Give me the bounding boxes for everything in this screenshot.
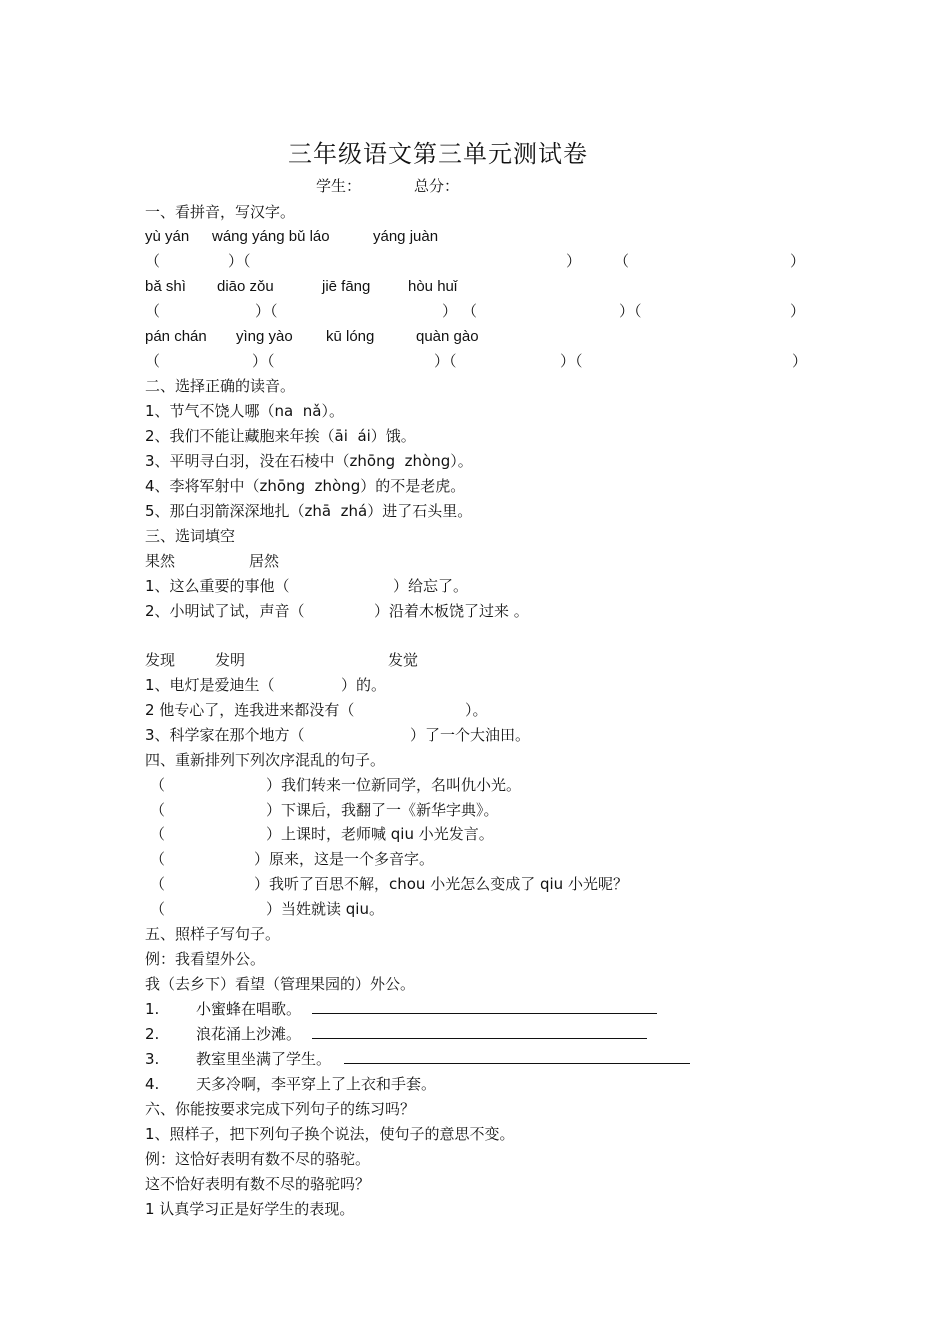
page-title: 三年级语文第三单元测试卷 bbox=[288, 140, 588, 168]
answer-paren: ）（ bbox=[434, 352, 457, 370]
order-sentence: ）我听了百思不解，chou 小光怎么变成了 qiu 小光呢？ bbox=[254, 875, 628, 893]
pinyin-1-1: yù yán bbox=[145, 228, 190, 245]
word-choice: 发觉 bbox=[388, 651, 419, 669]
order-sentence: ）原来，这是一个多音字。 bbox=[254, 850, 435, 868]
pinyin-2-4: hòu huǐ bbox=[408, 278, 458, 295]
fill-item-prefix: 3、科学家在那个地方（ bbox=[145, 726, 305, 744]
fill-item-prefix: 1、这么重要的事他（ bbox=[145, 577, 290, 595]
exercise-item: 1 认真学习正是好学生的表现。 bbox=[145, 1200, 355, 1218]
pinyin-2-2: diāo zǒu bbox=[217, 278, 274, 295]
rewrite-item: 浪花涌上沙滩。 bbox=[196, 1025, 302, 1043]
word-choice: 居然 bbox=[249, 552, 280, 570]
pinyin-1-3: yánɡ juàn bbox=[373, 228, 439, 245]
order-paren: （ bbox=[150, 801, 166, 819]
answer-line[interactable] bbox=[344, 1049, 690, 1064]
answer-paren: （ bbox=[462, 302, 478, 320]
reading-item: 2、我们不能让藏胞来年挨（āi ái）饿。 bbox=[145, 427, 416, 445]
section6-heading: 六、你能按要求完成下列句子的练习吗？ bbox=[145, 1100, 416, 1118]
fill-item-suffix: ）的。 bbox=[341, 676, 387, 694]
order-paren: （ bbox=[150, 850, 166, 868]
answer-paren: ）（ bbox=[252, 352, 275, 370]
order-paren: （ bbox=[150, 825, 166, 843]
reading-item: 3、平明寻白羽，没在石棱中（zhōng zhòng）。 bbox=[145, 452, 473, 470]
fill-item-prefix: 2、小明试了试，声音（ bbox=[145, 602, 305, 620]
pinyin-3-3: kū lónɡ bbox=[326, 328, 375, 345]
score-label: 总分： bbox=[414, 177, 460, 195]
answer-paren: ）（ bbox=[255, 302, 278, 320]
word-choice: 果然 bbox=[145, 552, 176, 570]
fill-item-suffix: ）。 bbox=[465, 701, 488, 719]
reading-item: 1、节气不饶人哪（na nǎ）。 bbox=[145, 402, 344, 420]
answer-paren: ） bbox=[790, 302, 806, 320]
answer-paren: （ bbox=[145, 352, 161, 370]
section1-heading: 一、看拼音，写汉字。 bbox=[145, 203, 296, 221]
pinyin-3-1: pán chán bbox=[145, 328, 207, 345]
fill-item-prefix: 2 他专心了，连我进来都没有（ bbox=[145, 701, 355, 719]
fill-item-prefix: 1、电灯是爱迪生（ bbox=[145, 676, 275, 694]
order-paren: （ bbox=[150, 900, 166, 918]
word-choice: 发明 bbox=[215, 651, 246, 669]
reading-item: 5、那白羽箭深深地扎（zhā zhá）进了石头里。 bbox=[145, 502, 473, 520]
rewrite-item: 天多冷啊，李平穿上了上衣和手套。 bbox=[196, 1075, 437, 1093]
order-sentence: ）当姓就读 qiu。 bbox=[266, 900, 384, 918]
pinyin-3-4: quàn ɡào bbox=[416, 328, 479, 345]
student-label: 学生： bbox=[316, 177, 362, 195]
answer-paren: ） bbox=[566, 252, 582, 270]
fill-item-suffix: ）沿着木板饶了过来 。 bbox=[374, 602, 529, 620]
item-number: 1. bbox=[145, 1000, 160, 1018]
pinyin-2-3: jiē fānɡ bbox=[322, 278, 371, 295]
example-sentence: 例：我看望外公。 bbox=[145, 950, 266, 968]
order-paren: （ bbox=[150, 776, 166, 794]
order-sentence: ）下课后，我翻了一《新华字典》。 bbox=[266, 801, 499, 819]
example-sentence: 这不恰好表明有数不尽的骆驼吗？ bbox=[145, 1175, 371, 1193]
section4-heading: 四、重新排列下列次序混乱的句子。 bbox=[145, 751, 386, 769]
section3-heading: 三、选词填空 bbox=[145, 527, 236, 545]
answer-line[interactable] bbox=[312, 999, 657, 1014]
fill-item-suffix: ）给忘了。 bbox=[393, 577, 469, 595]
pinyin-1-2: wánɡ yánɡ bǔ láo bbox=[212, 228, 330, 245]
fill-item-suffix: ）了一个大油田。 bbox=[410, 726, 531, 744]
pinyin-3-2: yìnɡ yào bbox=[236, 328, 293, 345]
example-sentence: 例：这恰好表明有数不尽的骆驼。 bbox=[145, 1150, 371, 1168]
answer-line[interactable] bbox=[312, 1024, 647, 1039]
answer-paren: ）（ bbox=[228, 252, 251, 270]
answer-paren: ）（ bbox=[619, 302, 642, 320]
answer-paren: （ bbox=[145, 252, 161, 270]
answer-paren: ） bbox=[792, 352, 808, 370]
order-sentence: ）上课时，老师喊 qiu 小光发言。 bbox=[266, 825, 494, 843]
item-number: 4. bbox=[145, 1075, 160, 1093]
order-sentence: ）我们转来一位新同学，名叫仇小光。 bbox=[266, 776, 522, 794]
section2-heading: 二、选择正确的读音。 bbox=[145, 377, 296, 395]
answer-paren: ）（ bbox=[560, 352, 583, 370]
word-choice: 发现 bbox=[145, 651, 176, 669]
answer-paren: （ bbox=[614, 252, 630, 270]
answer-paren: ） bbox=[790, 252, 806, 270]
item-number: 3. bbox=[145, 1050, 160, 1068]
answer-paren: （ bbox=[145, 302, 161, 320]
rewrite-item: 教室里坐满了学生。 bbox=[196, 1050, 332, 1068]
example-sentence: 我（去乡下）看望（管理果园的）外公。 bbox=[145, 975, 416, 993]
item-number: 2. bbox=[145, 1025, 160, 1043]
sub-question: 1、照样子，把下列句子换个说法，使句子的意思不变。 bbox=[145, 1125, 515, 1143]
section5-heading: 五、照样子写句子。 bbox=[145, 925, 281, 943]
reading-item: 4、李将军射中（zhōng zhòng）的不是老虎。 bbox=[145, 477, 466, 495]
rewrite-item: 小蜜蜂在唱歌。 bbox=[196, 1000, 302, 1018]
order-paren: （ bbox=[150, 875, 166, 893]
pinyin-2-1: bǎ shì bbox=[145, 278, 186, 295]
answer-paren: ） bbox=[442, 302, 458, 320]
